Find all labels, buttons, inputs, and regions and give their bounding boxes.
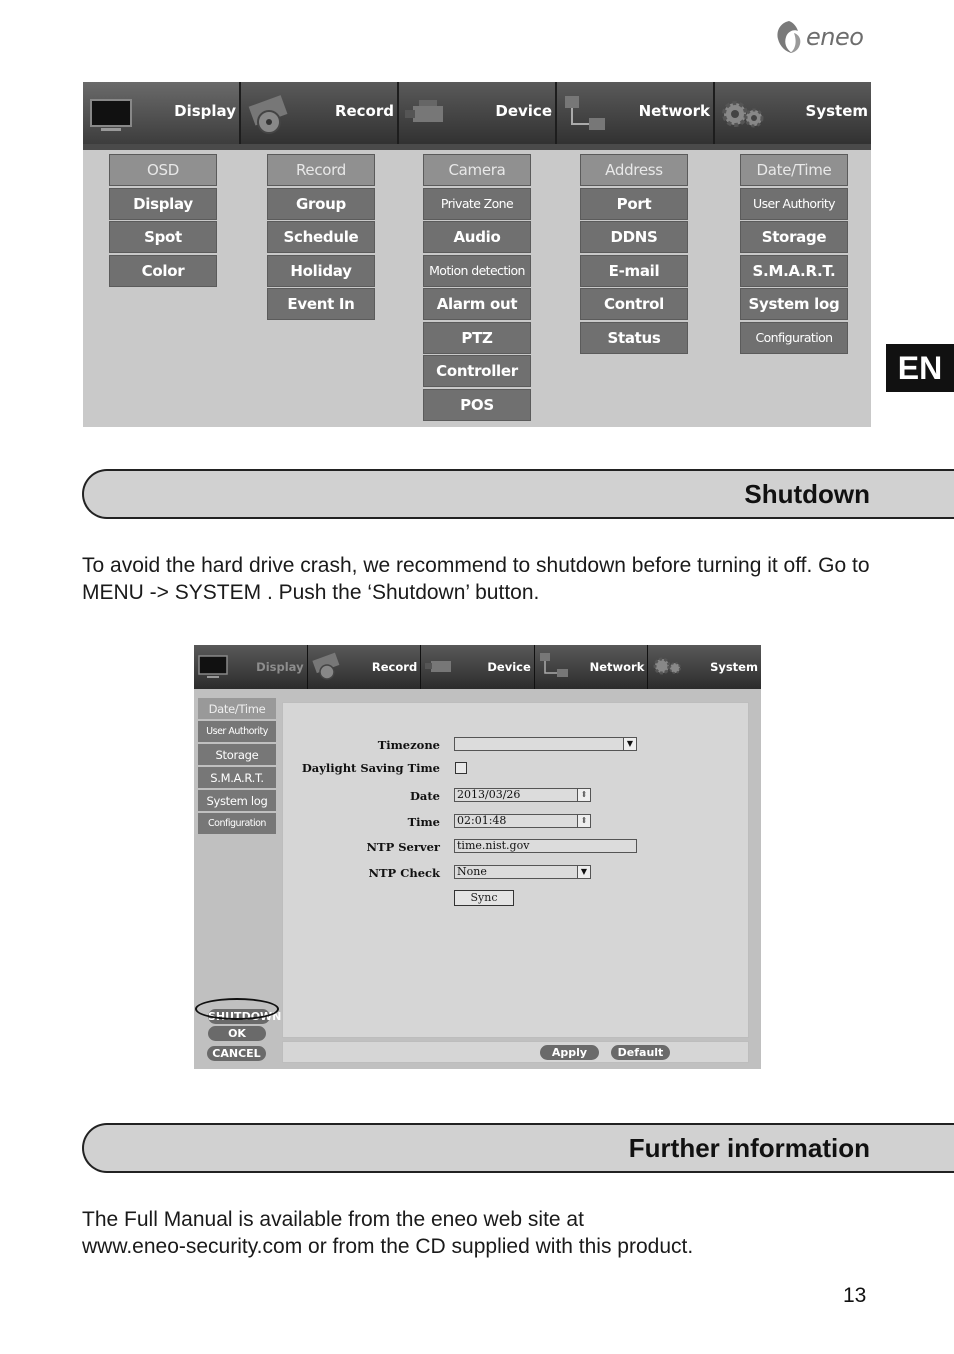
tab-record[interactable] <box>308 645 422 689</box>
sidebar-item-user-authority[interactable]: User Authority <box>198 721 276 742</box>
sidebar-item-date-time[interactable]: Date/Time <box>198 698 276 719</box>
menu-item-motion-detection[interactable]: Motion detection <box>423 255 531 287</box>
ntp-server-input[interactable] <box>454 839 637 853</box>
default-button[interactable]: Default <box>611 1045 670 1060</box>
camcorder-icon <box>405 92 449 136</box>
time-value: 02:01:48 <box>457 814 507 827</box>
menu-item-ptz[interactable]: PTZ <box>423 322 531 354</box>
tab-system[interactable] <box>648 645 761 689</box>
sidebar-item-system-log[interactable]: System log <box>198 790 276 811</box>
time-stepper[interactable] <box>454 814 591 828</box>
panel-footer <box>282 1041 749 1063</box>
network-computers-icon <box>539 651 569 681</box>
date-value: 2013/03/26 <box>457 788 521 801</box>
gears-icon <box>652 651 682 681</box>
system-screen-screenshot <box>194 645 761 1069</box>
menu-item-holiday[interactable]: Holiday <box>267 255 375 287</box>
shutdown-paragraph: To avoid the hard drive crash, we recommend to shutdown before turning it off. Go to MENU -> SYSTEM . Push the ‘Shutdown’ button. <box>82 554 870 604</box>
tab-label: Display <box>256 660 304 674</box>
cancel-button[interactable]: CANCEL <box>207 1046 266 1061</box>
ntp-check-label: NTP Check <box>368 866 440 880</box>
menu-item-camera[interactable]: Camera <box>423 154 531 186</box>
shutdown-highlight-ring <box>195 998 279 1020</box>
menu-item-alarm-out[interactable]: Alarm out <box>423 288 531 320</box>
page-number: 13 <box>843 1284 867 1307</box>
section-title: Shutdown <box>744 479 870 509</box>
tab-network[interactable] <box>535 645 649 689</box>
menu-item-group[interactable]: Group <box>267 188 375 220</box>
menu-item-schedule[interactable]: Schedule <box>267 221 375 253</box>
monitor-icon <box>89 92 133 136</box>
menu-column-display <box>109 154 217 288</box>
further-information-line-2: www.eneo-security.com or from the CD supplied with this product. <box>82 1235 694 1258</box>
menu-item-record[interactable]: Record <box>267 154 375 186</box>
menu-item-controller[interactable]: Controller <box>423 355 531 387</box>
spinner-icon: ⇕ <box>577 815 590 827</box>
menu-item-color[interactable]: Color <box>109 255 217 287</box>
tab-system[interactable] <box>715 82 871 148</box>
eneo-logo-text: eneo <box>806 23 864 51</box>
ntp-server-label: NTP Server <box>366 840 440 854</box>
menu-item-ddns[interactable]: DDNS <box>580 221 688 253</box>
monitor-icon <box>198 651 228 681</box>
tab-device[interactable] <box>399 82 557 148</box>
tab-display[interactable] <box>194 645 308 689</box>
tab-label: System <box>710 660 758 674</box>
network-computers-icon <box>563 92 607 136</box>
menu-overview-screenshot <box>83 82 871 427</box>
tab-device[interactable] <box>421 645 535 689</box>
tab-record[interactable] <box>241 82 399 148</box>
tab-label: Network <box>589 660 645 674</box>
menu-item-port[interactable]: Port <box>580 188 688 220</box>
menu-column-record <box>267 154 375 322</box>
menu-item-osd[interactable]: OSD <box>109 154 217 186</box>
eneo-logo-mark-icon <box>774 19 804 55</box>
shutdown-button[interactable]: SHUTDOWN <box>208 1010 282 1023</box>
tab-label: Record <box>371 660 418 674</box>
menu-item-configuration[interactable]: Configuration <box>740 322 848 354</box>
menu-item-control[interactable]: Control <box>580 288 688 320</box>
tab-display[interactable] <box>83 82 241 148</box>
menu-item-system-log[interactable]: System log <box>740 288 848 320</box>
tab-label: Device <box>487 660 531 674</box>
menu-item-event-in[interactable]: Event In <box>267 288 375 320</box>
film-reel-icon <box>312 651 342 681</box>
date-stepper[interactable] <box>454 788 591 802</box>
menu-item-address[interactable]: Address <box>580 154 688 186</box>
chevron-down-icon: ▼ <box>577 866 590 878</box>
menu-column-system <box>740 154 848 355</box>
further-information-paragraph <box>82 1206 882 1260</box>
dst-checkbox[interactable] <box>455 762 467 774</box>
system-sidebar <box>198 698 276 836</box>
language-tab: EN <box>886 344 954 392</box>
menu-item-private-zone[interactable]: Private Zone <box>423 188 531 220</box>
system-screen-tabbar <box>194 645 761 689</box>
ntp-check-value: None <box>457 865 487 878</box>
camcorder-icon <box>425 651 455 681</box>
gears-icon <box>721 92 765 136</box>
section-header-shutdown <box>82 469 954 519</box>
menu-column-network <box>580 154 688 355</box>
menu-item-user-authority[interactable]: User Authority <box>740 188 848 220</box>
section-title: Further information <box>628 1133 870 1163</box>
tab-label: Device <box>495 102 552 120</box>
film-reel-icon <box>247 92 291 136</box>
menu-item-spot[interactable]: Spot <box>109 221 217 253</box>
tab-label: Record <box>334 102 394 120</box>
tab-label: System <box>805 102 868 120</box>
timezone-label: Timezone <box>377 738 440 752</box>
menu-column-device <box>423 154 531 422</box>
spinner-icon: ⇕ <box>577 789 590 801</box>
date-label: Date <box>409 789 440 803</box>
sync-button[interactable]: Sync <box>454 890 514 906</box>
sidebar-item-smart[interactable]: S.M.A.R.T. <box>198 767 276 788</box>
timezone-select[interactable] <box>454 737 637 751</box>
menu-tabbar <box>83 82 871 148</box>
ntp-check-select[interactable] <box>454 865 591 879</box>
menu-item-pos[interactable]: POS <box>423 389 531 421</box>
menu-item-status[interactable]: Status <box>580 322 688 354</box>
further-information-line-1: The Full Manual is available from the eneo web site at <box>82 1208 584 1231</box>
dst-label: Daylight Saving Time <box>301 761 440 775</box>
ok-button[interactable]: OK <box>208 1026 266 1041</box>
tabbar-strip <box>83 144 871 150</box>
menu-item-date-time[interactable]: Date/Time <box>740 154 848 186</box>
menu-item-storage[interactable]: Storage <box>740 221 848 253</box>
sidebar-item-configuration[interactable]: Configuration <box>198 813 276 834</box>
tab-label: Network <box>638 102 710 120</box>
menu-item-smart[interactable]: S.M.A.R.T. <box>740 255 848 287</box>
ntp-server-value: time.nist.gov <box>457 839 530 852</box>
chevron-down-icon: ▼ <box>623 738 636 750</box>
eneo-logo <box>774 18 863 56</box>
apply-button[interactable]: Apply <box>540 1045 599 1060</box>
tab-network[interactable] <box>557 82 715 148</box>
tab-label: Display <box>174 102 236 120</box>
menu-item-display[interactable]: Display <box>109 188 217 220</box>
sidebar-item-storage[interactable]: Storage <box>198 744 276 765</box>
menu-item-email[interactable]: E-mail <box>580 255 688 287</box>
menu-item-audio[interactable]: Audio <box>423 221 531 253</box>
time-label: Time <box>407 815 440 829</box>
section-header-further-information <box>82 1123 954 1173</box>
